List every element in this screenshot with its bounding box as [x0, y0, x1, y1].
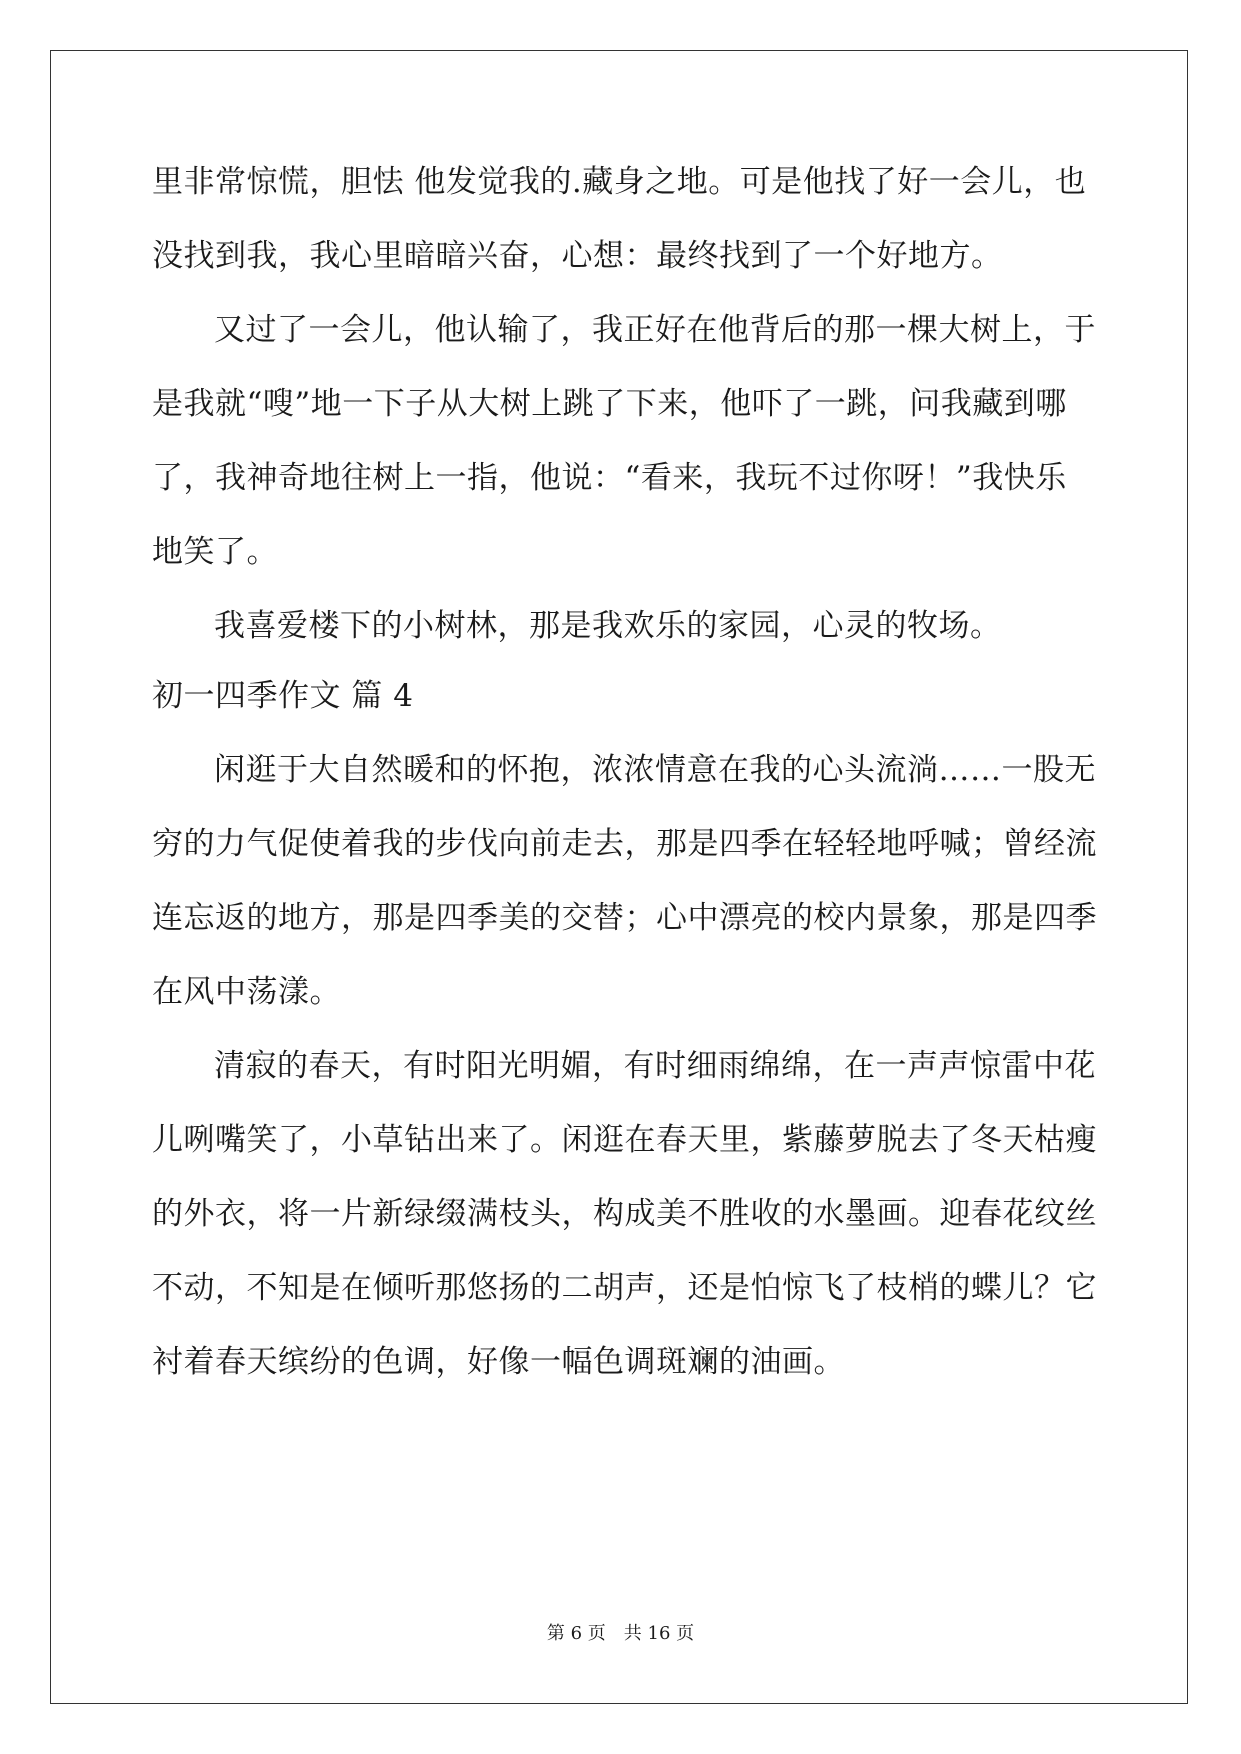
text-line: 不动，不知是在倾听那悠扬的二胡声，还是怕惊飞了枝梢的蝶儿？它 — [152, 1270, 1097, 1306]
text-line: 儿咧嘴笑了，小草钻出来了。闲逛在春天里，紫藤萝脱去了冬天枯瘦 — [152, 1122, 1097, 1158]
page-total: 共 16 页 — [623, 1623, 695, 1644]
text-line: 地笑了。 — [152, 534, 278, 570]
paragraph-first-line: 又过了一会儿，他认输了，我正好在他背后的那一棵大树上，于 — [214, 312, 1096, 348]
page-footer — [0, 1622, 1241, 1646]
text-line: 连忘返的地方，那是四季美的交替；心中漂亮的校内景象，那是四季 — [152, 900, 1097, 936]
paragraph-first-line: 闲逛于大自然暖和的怀抱，浓浓情意在我的心头流淌……一股无 — [214, 752, 1096, 788]
text-line: 里非常惊慌，胆怯 他发觉我的.藏身之地。可是他找了好一会儿，也 — [152, 164, 1087, 200]
text-line: 的外衣，将一片新绿缀满枝头，构成美不胜收的水墨画。迎春花纹丝 — [152, 1196, 1097, 1232]
text-line: 在风中荡漾。 — [152, 974, 341, 1010]
text-line: 是我就“嗖”地一下子从大树上跳了下来，他吓了一跳，问我藏到哪 — [152, 386, 1067, 422]
text-line: 衬着春天缤纷的色调，好像一幅色调斑斓的油画。 — [152, 1344, 845, 1380]
text-line: 没找到我，我心里暗暗兴奋，心想：最终找到了一个好地方。 — [152, 238, 1003, 274]
paragraph-first-line: 我喜爱楼下的小树林，那是我欢乐的家园，心灵的牧场。 — [214, 608, 1002, 644]
section-heading: 初一四季作文 篇 4 — [152, 678, 414, 714]
page-number: 第 6 页 — [546, 1623, 606, 1644]
text-line: 穷的力气促使着我的步伐向前走去，那是四季在轻轻地呼喊；曾经流 — [152, 826, 1097, 862]
paragraph-first-line: 清寂的春天，有时阳光明媚，有时细雨绵绵，在一声声惊雷中花 — [214, 1048, 1096, 1084]
page-border — [50, 50, 1188, 1704]
text-line: 了，我神奇地往树上一指，他说：“看来，我玩不过你呀！”我快乐 — [152, 460, 1067, 496]
